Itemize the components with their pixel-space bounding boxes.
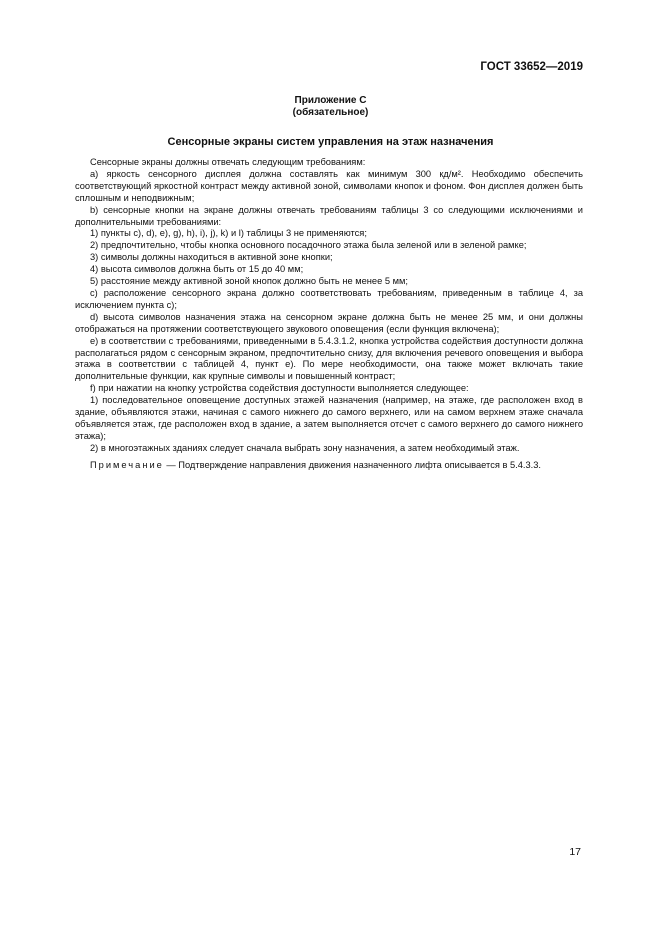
annex-heading	[0, 95, 661, 119]
paragraph: 2) предпочтительно, чтобы кнопка основного посадочного этажа была зеленой или в зеленой рамке;	[90, 240, 527, 251]
paragraph: a) яркость сенсорного дисплея должна составлять как минимум 300 кд/м². Необходимо обеспечить соответствующий яркостной контраст между активной зоной, символами кнопок и фоном. Фон дисплея должен быть сплошным и неподвижным;	[75, 168, 583, 203]
paragraph: f) при нажатии на кнопку устройства содействия доступности выполняется следующее:	[90, 383, 469, 394]
note-text: — Подтверждение направления движения назначенного лифта описывается в 5.4.3.3.	[163, 459, 541, 470]
paragraph: 2) в многоэтажных зданиях следует сначала выбрать зону назначения, а затем необходимый этаж.	[90, 442, 520, 453]
paragraph: 5) расстояние между активной зоной кнопок должно быть не менее 5 мм;	[90, 276, 408, 287]
note-label: Примечание	[90, 459, 164, 470]
page-number: 17	[569, 846, 581, 858]
paragraph: e) в соответствии с требованиями, приведенными в 5.4.3.1.2, кнопка устройства содействия доступности должна располагаться рядом с сенсорным экраном, предпочтительно снизу, для включения речевого оповещения и выбора этажа в соответствии с таблицей 4, пункт e). По мере необходимости, она также может включать такие дополнительные функции, как крупные символы и повышенный контраст;	[75, 335, 583, 382]
paragraph: 1) последовательное оповещение доступных этажей назначения (например, на этаже, где расположен вход в здание, объявляются этажи, начиная с самого нижнего до самого верхнего, или на самом верхнем этаже сначала объявляется этаж, где расположен вход в здание, а затем выполняется отсчет с самого верхнего до самого нижнего этажа);	[75, 395, 583, 441]
paragraph: 3) символы должны находиться в активной зоне кнопки;	[90, 252, 333, 263]
document-code: ГОСТ 33652—2019	[480, 61, 583, 73]
paragraph: c) расположение сенсорного экрана должно соответствовать требованиям, приведенным в таблице 4, за исключением пункта c);	[75, 287, 583, 310]
annex-title: Приложение С	[294, 95, 367, 106]
note	[75, 460, 583, 472]
document-body	[75, 157, 583, 472]
paragraph: d) высота символов назначения этажа на сенсорном экране должна быть не менее 25 мм, и они должны отображаться на протяжении соответствующего звукового оповещения (если функция включена);	[75, 311, 583, 334]
paragraph: 1) пункты c), d), e), g), h), i), j), k) и l) таблицы 3 не применяются;	[90, 228, 367, 239]
paragraph: 4) высота символов должна быть от 15 до 40 мм;	[90, 264, 304, 275]
section-title: Сенсорные экраны систем управления на этаж назначения	[167, 136, 494, 148]
paragraph: Сенсорные экраны должны отвечать следующим требованиям:	[90, 157, 366, 167]
paragraph: b) сенсорные кнопки на экране должны отвечать требованиям таблицы 3 со следующими исключениями и дополнительными требованиями:	[75, 204, 583, 227]
annex-status: (обязательное)	[292, 107, 369, 118]
